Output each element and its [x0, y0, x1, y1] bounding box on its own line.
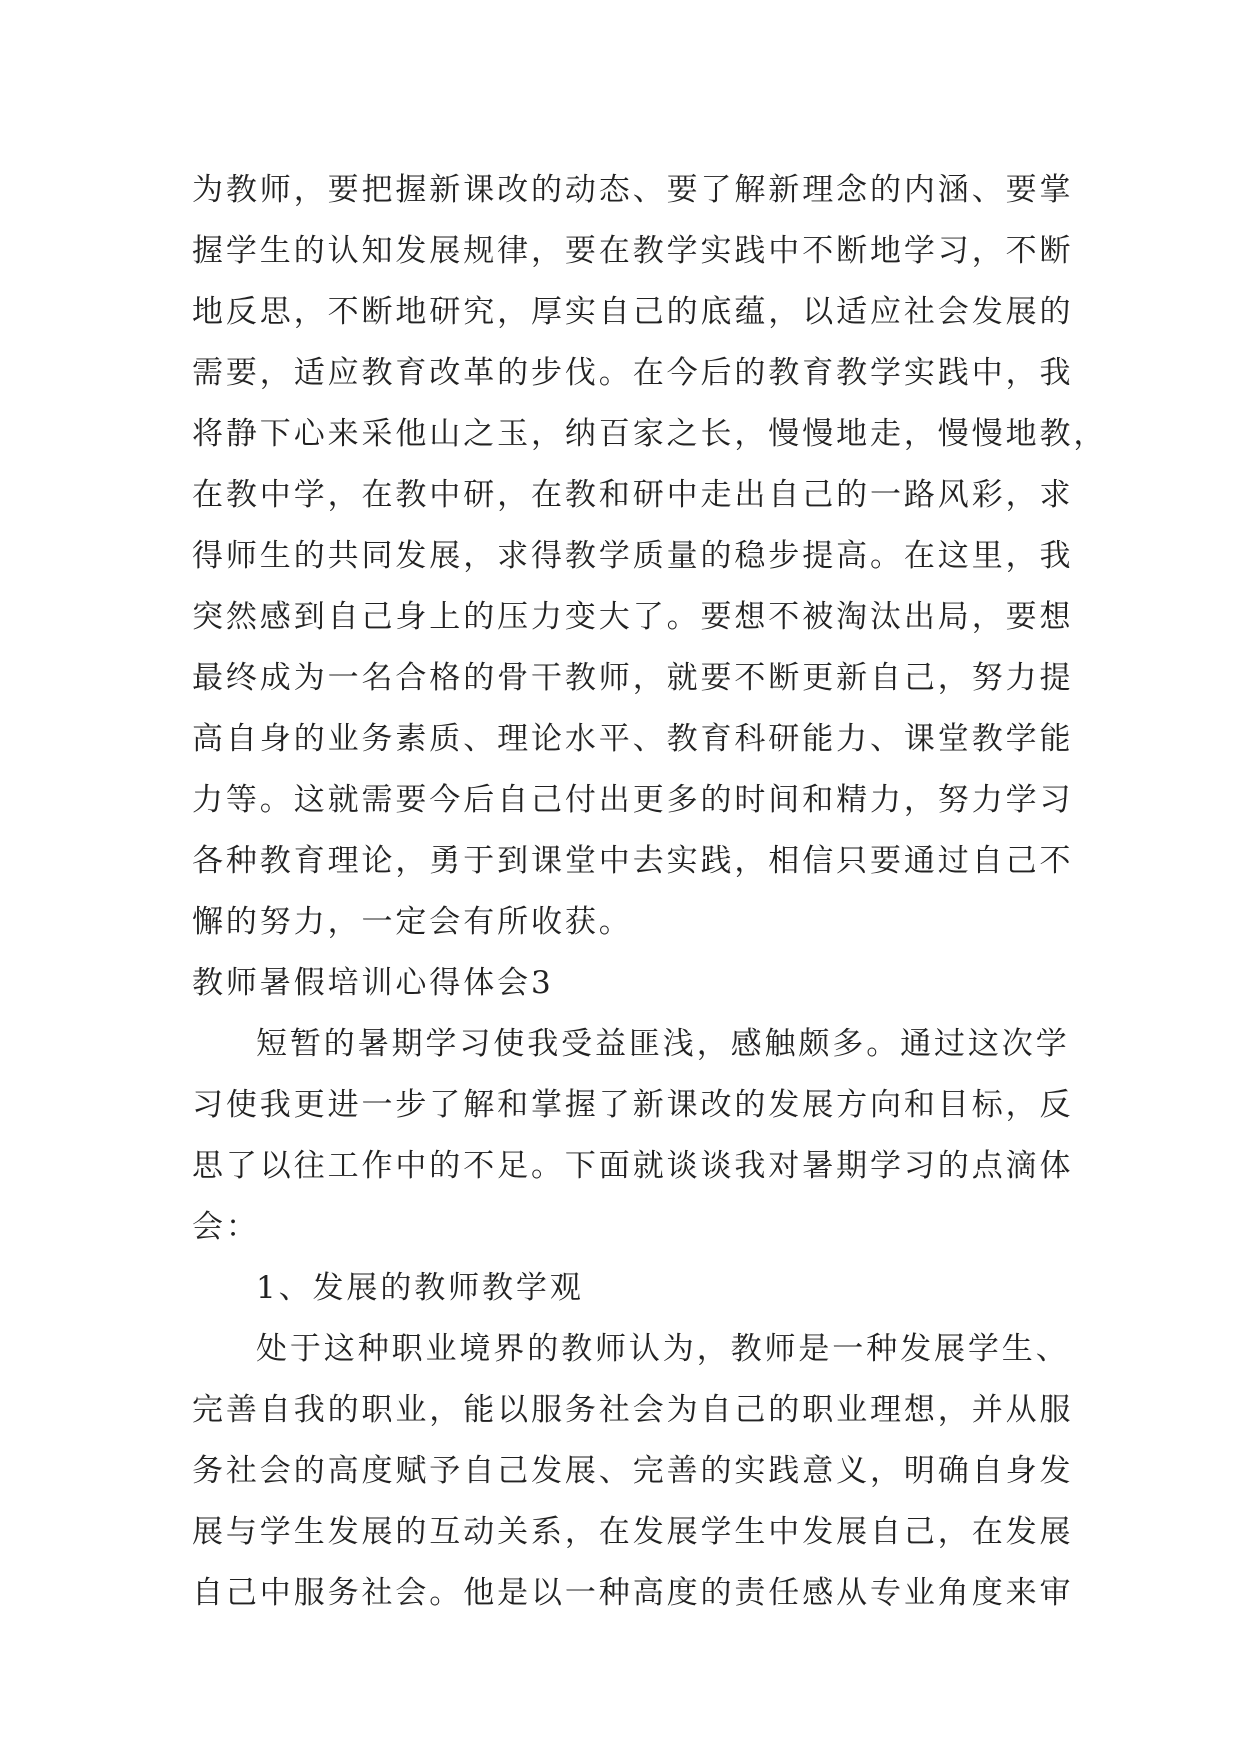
text-line: 得师生的共同发展，求得教学质量的稳步提高。在这里，我	[192, 538, 1074, 574]
text-line: 处于这种职业境界的教师认为，教师是一种发展学生、	[256, 1331, 1070, 1367]
text-line: 高自身的业务素质、理论水平、教育科研能力、课堂教学能	[192, 721, 1074, 757]
text-line: 需要，适应教育改革的步伐。在今后的教育教学实践中，我	[192, 355, 1074, 391]
text-line: 为教师，要把握新课改的动态、要了解新理念的内涵、要掌	[192, 172, 1074, 208]
text-line: 握学生的认知发展规律，要在教学实践中不断地学习，不断	[192, 233, 1074, 269]
text-line: 习使我更进一步了解和掌握了新课改的发展方向和目标，反	[192, 1087, 1074, 1123]
text-line: 地反思，不断地研究，厚实自己的底蕴，以适应社会发展的	[192, 294, 1074, 330]
text-line: 自己中服务社会。他是以一种高度的责任感从专业角度来审	[192, 1575, 1074, 1611]
document-body	[192, 160, 1108, 1624]
text-line: 懈的努力，一定会有所收获。	[192, 904, 633, 940]
text-line: 短暂的暑期学习使我受益匪浅，感触颇多。通过这次学	[256, 1026, 1070, 1062]
text-line: 务社会的高度赋予自己发展、完善的实践意义，明确自身发	[192, 1453, 1074, 1489]
text-line: 教师暑假培训心得体会3	[192, 965, 554, 1001]
text-line: 各种教育理论，勇于到课堂中去实践，相信只要通过自己不	[192, 843, 1074, 879]
text-line: 力等。这就需要今后自己付出更多的时间和精力，努力学习	[192, 782, 1074, 818]
text-line: 将静下心来采他山之玉，纳百家之长，慢慢地走，慢慢地教，	[192, 416, 1108, 452]
text-line: 思了以往工作中的不足。下面就谈谈我对暑期学习的点滴体	[192, 1148, 1074, 1184]
text-line: 最终成为一名合格的骨干教师，就要不断更新自己，努力提	[192, 660, 1074, 696]
text-line: 展与学生发展的互动关系，在发展学生中发展自己，在发展	[192, 1514, 1074, 1550]
text-line: 在教中学，在教中研，在教和研中走出自己的一路风彩，求	[192, 477, 1074, 513]
text-line: 完善自我的职业，能以服务社会为自己的职业理想，并从服	[192, 1392, 1074, 1428]
text-line: 会：	[192, 1209, 260, 1245]
text-line: 突然感到自己身上的压力变大了。要想不被淘汰出局，要想	[192, 599, 1074, 635]
text-line: 1、发展的教师教学观	[256, 1270, 584, 1306]
